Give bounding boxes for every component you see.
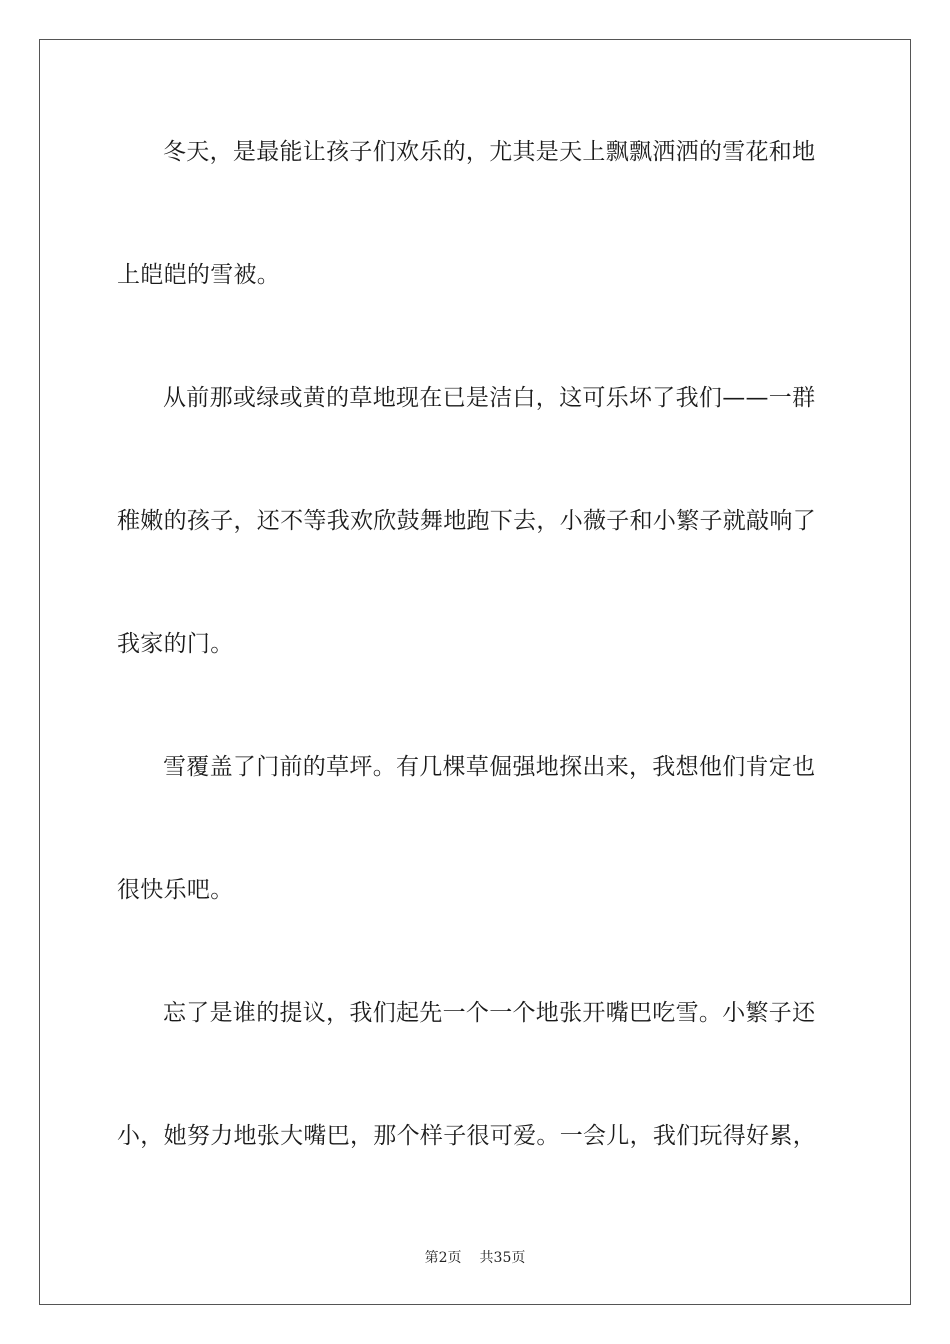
page-number: 第2页	[424, 1250, 462, 1266]
page-border	[39, 39, 911, 1305]
text-line: 稚嫩的孩子，还不等我欢欣鼓舞地跑下去，小薇子和小繁子就敲响了	[117, 508, 816, 534]
text-line: 忘了是谁的提议，我们起先一个一个地张开嘴巴吃雪。小繁子还	[163, 1000, 816, 1026]
page-footer	[0, 1247, 950, 1267]
text-line: 冬天，是最能让孩子们欢乐的，尤其是天上飘飘洒洒的雪花和地	[163, 139, 816, 165]
text-line: 很快乐吧。	[117, 877, 234, 903]
text-line: 小，她努力地张大嘴巴，那个样子很可爱。一会儿，我们玩得好累，	[117, 1123, 816, 1149]
text-line: 我家的门。	[117, 631, 234, 657]
text-line: 从前那或绿或黄的草地现在已是洁白，这可乐坏了我们——一群	[163, 385, 816, 411]
text-line: 雪覆盖了门前的草坪。有几棵草倔强地探出来，我想他们肯定也	[163, 754, 816, 780]
text-line: 上皑皑的雪被。	[117, 262, 281, 288]
page-total: 共35页	[479, 1250, 526, 1266]
